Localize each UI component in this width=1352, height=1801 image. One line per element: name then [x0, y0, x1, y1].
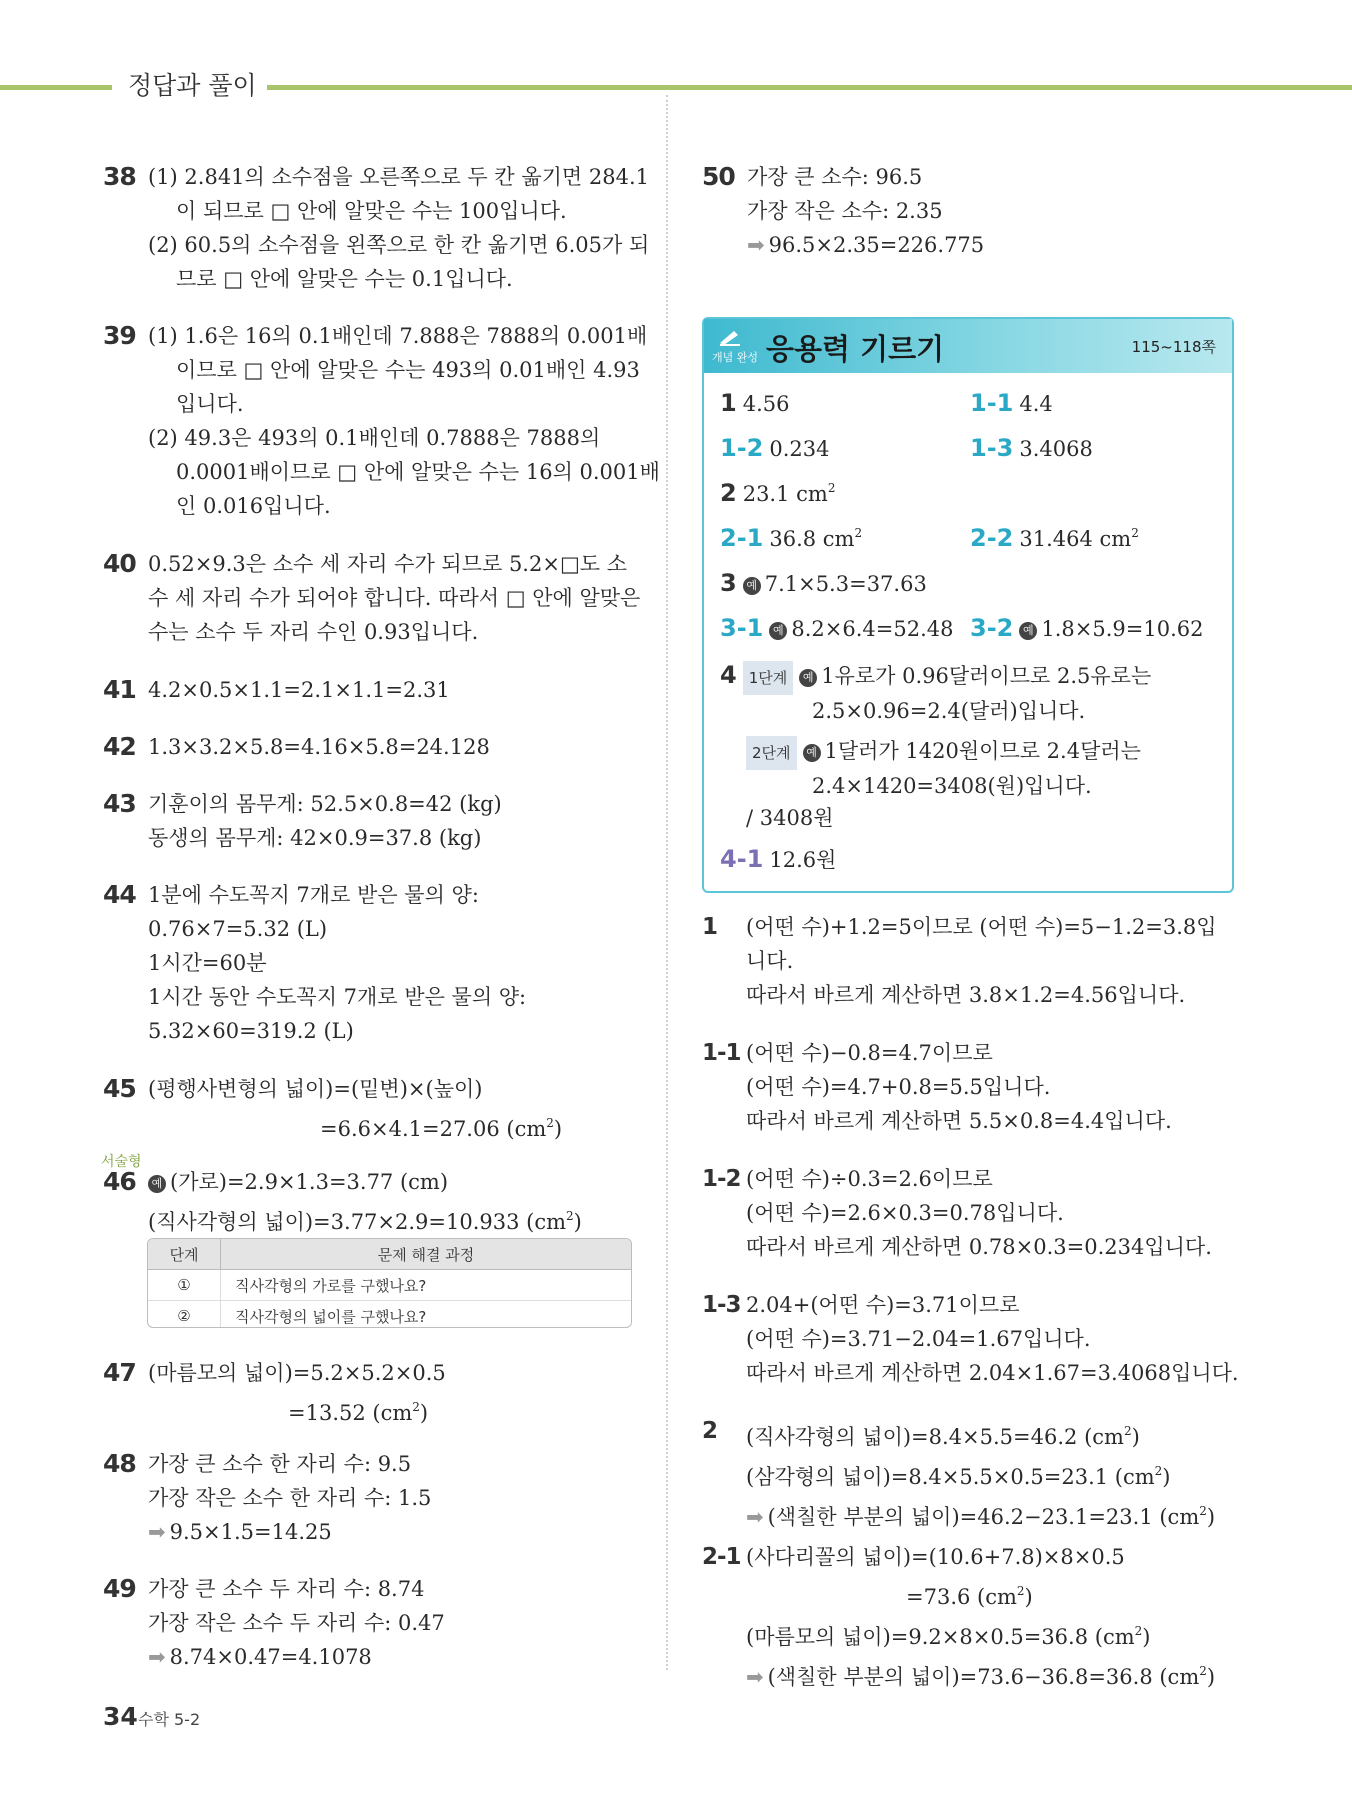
line: 수 세 자리 수가 되어야 합니다. 따라서 □ 안에 알맞은	[148, 586, 641, 610]
line: ➡ (색칠한 부분의 넓이)=46.2−23.1=23.1 $(cm^2)$	[746, 1504, 1216, 1529]
line: 따라서 바르게 계산하면 5.5×0.8=4.4입니다.	[746, 1109, 1172, 1133]
line: 인 0.016입니다.	[176, 494, 331, 518]
pencil-icon	[718, 327, 744, 347]
line: 가장 큰 소수 한 자리 수: 9.5	[148, 1452, 412, 1476]
line: (어떤 수)÷0.3=2.6이므로	[746, 1167, 993, 1191]
line: 니다.	[746, 949, 794, 973]
rubric-header-step: 단계	[148, 1239, 221, 1270]
line: 가장 큰 소수 두 자리 수: 8.74	[148, 1577, 425, 1601]
line: 0.0001배이므로 □ 안에 알맞은 수는 16의 0.001배	[176, 460, 660, 484]
line: (평행사변형의 넓이)=(밑변)×(높이)	[148, 1077, 483, 1101]
line: (직사각형의 넓이)=8.4×5.5=46.2 $(cm^2)$	[746, 1424, 1140, 1449]
arrow-icon: ➡	[746, 1665, 764, 1689]
grading-rubric	[147, 1238, 632, 1328]
answer-1-1: 1-1 4.4	[970, 389, 1053, 417]
line: 1시간 동안 수도꼭지 7개로 받은 물의 양:	[148, 985, 527, 1009]
line: 예 (가로)=2.9×1.3=3.77 (cm)	[148, 1165, 582, 1199]
line: 므로 □ 안에 알맞은 수는 0.1입니다.	[176, 267, 513, 291]
line: (마름모의 넓이)=9.2×8×0.5=36.8 $(cm^2)$	[746, 1624, 1151, 1649]
line: 가장 큰 소수: 96.5	[747, 165, 923, 189]
step-label: 1단계	[743, 661, 794, 695]
problem-number: 47	[103, 1358, 136, 1387]
line: (어떤 수)=4.7+0.8=5.5입니다.	[746, 1075, 1051, 1099]
answer-3-2: 3-2 예 1.8×5.9=10.62	[970, 614, 1204, 642]
line: 2.04+(어떤 수)=3.71이므로	[746, 1293, 1020, 1317]
line: 입니다.	[176, 392, 244, 416]
line: 0.76×7=5.32 (L)	[148, 917, 328, 941]
line: 가장 작은 소수 한 자리 수: 1.5	[148, 1486, 432, 1510]
line: 1시간=60분	[148, 951, 267, 975]
line: (삼각형의 넓이)=8.4×5.5×0.5=23.1 $(cm^2)$	[746, 1464, 1171, 1489]
line: (2) 49.3은 493의 0.1배인데 0.7888은 7888의	[148, 426, 601, 450]
arrow-icon: ➡	[148, 1645, 166, 1669]
answer-2: 2 23.1 $cm^2$	[720, 479, 836, 507]
line: (어떤 수)−0.8=4.7이므로	[746, 1041, 993, 1065]
problem-number: 50	[702, 162, 735, 191]
answer-1-2: 1-2 0.234	[720, 434, 830, 462]
line: =73.6 $(cm^2)$	[906, 1584, 1033, 1609]
problem-number: 41	[103, 675, 136, 704]
line: 이므로 □ 안에 알맞은 수는 493의 0.01배인 4.93	[176, 358, 640, 382]
line: 가장 작은 소수 두 자리 수: 0.47	[148, 1611, 445, 1635]
essay-tag: 서술형	[101, 1154, 142, 1170]
example-mark: 예	[148, 1175, 166, 1193]
answer-2-2: 2-2 31.464 $cm^2$	[970, 524, 1139, 552]
problem-number: 38	[103, 162, 136, 191]
solution-number: 1	[702, 914, 718, 940]
solution-number: 1-2	[702, 1166, 741, 1192]
column-divider	[666, 95, 668, 1670]
subject-label: 수학 5-2	[138, 1710, 201, 1729]
line: (2) 60.5의 소수점을 왼쪽으로 한 칸 옮기면 6.05가 되	[148, 233, 650, 257]
solution-number: 2-1	[702, 1544, 741, 1570]
line: 가장 작은 소수: 2.35	[747, 199, 943, 223]
problem-number: 46	[103, 1167, 136, 1196]
header-rule-right	[245, 85, 1352, 90]
line: 따라서 바르게 계산하면 3.8×1.2=4.56입니다.	[746, 983, 1186, 1007]
problem-number: 45	[103, 1074, 136, 1103]
line: (사다리꼴의 넓이)=(10.6+7.8)×8×0.5	[746, 1545, 1125, 1569]
line: 4.2×0.5×1.1=2.1×1.1=2.31	[148, 678, 450, 702]
step-label: 2단계	[746, 736, 797, 770]
solution-number: 2	[702, 1418, 718, 1444]
problem-number: 48	[103, 1449, 136, 1478]
box-pages: 115~118쪽	[1131, 338, 1216, 356]
line: 수는 소수 두 자리 수인 0.93입니다.	[148, 620, 479, 644]
box-badge: 개념 완성	[712, 351, 759, 364]
rubric-cell: ①	[148, 1270, 221, 1301]
arrow-icon: ➡	[747, 233, 765, 257]
line: ➡ 96.5×2.35=226.775	[747, 233, 985, 257]
line: 1분에 수도꼭지 7개로 받은 물의 양:	[148, 883, 479, 907]
applied-skills-box	[702, 317, 1234, 893]
problem-number: 49	[103, 1574, 136, 1603]
line: ➡ 8.74×0.47=4.1078	[148, 1645, 372, 1669]
rubric-cell: ②	[148, 1301, 221, 1329]
rubric-cell: 직사각형의 넓이를 구했나요?	[221, 1301, 632, 1329]
problem-number: 42	[103, 732, 136, 761]
answer-2-1: 2-1 36.8 $cm^2$	[720, 524, 863, 552]
answer-3-1: 3-1 예 8.2×6.4=52.48	[720, 614, 954, 642]
answer-3: 3 예 7.1×5.3=37.63	[720, 569, 927, 597]
box-header	[704, 319, 1232, 373]
table-row	[148, 1270, 631, 1301]
solution-number: 1-1	[702, 1040, 741, 1066]
problem-number: 43	[103, 789, 136, 818]
answer-4: 4 1단계 예 1유로가 0.96달러이므로 2.5유로는 2.5×0.96=2.4(달러)입니다. 2단계 예 1달러가 1420원이므로 2.4달러는 2.4×1420=3408(원)입니다. / 3408원	[720, 661, 1152, 830]
line: 이 되므로 □ 안에 알맞은 수는 100입니다.	[176, 199, 567, 223]
answer-1: 1 4.56	[720, 389, 790, 417]
table-row	[148, 1301, 631, 1329]
line: ➡ (색칠한 부분의 넓이)=73.6−36.8=36.8 $(cm^2)$	[746, 1664, 1216, 1689]
answer-4-1: 4-1 12.6원	[720, 845, 837, 873]
line: =13.52 $(cm^2)$	[288, 1400, 429, 1425]
line: (어떤 수)=3.71−2.04=1.67입니다.	[746, 1327, 1091, 1351]
line: 동생의 몸무게: 42×0.9=37.8 (kg)	[148, 826, 482, 850]
problem-number: 44	[103, 880, 136, 909]
page-number: 34	[103, 1702, 138, 1731]
line: (직사각형의 넓이)=3.77×2.9=10.933 $(cm^2)$	[148, 1209, 582, 1234]
solution-number: 1-3	[702, 1292, 741, 1318]
rubric-header-process: 문제 해결 과정	[221, 1239, 632, 1270]
line: =6.6×4.1=27.06 $(cm^2)$	[320, 1116, 563, 1141]
line: (어떤 수)=2.6×0.3=0.78입니다.	[746, 1201, 1064, 1225]
line: 1.3×3.2×5.8=4.16×5.8=24.128	[148, 735, 490, 759]
line: 기훈이의 몸무게: 52.5×0.8=42 (kg)	[148, 792, 502, 816]
line: (1) 1.6은 16의 0.1배인데 7.888은 7888의 0.001배	[148, 324, 648, 348]
line: 5.32×60=319.2 (L)	[148, 1019, 354, 1043]
arrow-icon: ➡	[148, 1520, 166, 1544]
problem-number: 40	[103, 549, 136, 578]
page-header-title: 정답과 풀이	[118, 66, 267, 102]
line: ➡ 9.5×1.5=14.25	[148, 1520, 332, 1544]
line: (마름모의 넓이)=5.2×5.2×0.5	[148, 1361, 446, 1385]
box-title: 응용력 기르기	[766, 332, 945, 366]
rubric-cell: 직사각형의 가로를 구했나요?	[221, 1270, 632, 1301]
line: 따라서 바르게 계산하면 0.78×0.3=0.234입니다.	[746, 1235, 1212, 1259]
problem-number: 39	[103, 321, 136, 350]
line: 0.52×9.3은 소수 세 자리 수가 되므로 5.2×□도 소	[148, 552, 628, 576]
answer-1-3: 1-3 3.4068	[970, 434, 1093, 462]
arrow-icon: ➡	[746, 1505, 764, 1529]
line: 따라서 바르게 계산하면 2.04×1.67=3.4068입니다.	[746, 1361, 1239, 1385]
header-rule-left	[0, 85, 112, 90]
line: (어떤 수)+1.2=5이므로 (어떤 수)=5−1.2=3.8입	[746, 915, 1217, 939]
line: (1) 2.841의 소수점을 오른쪽으로 두 칸 옮기면 284.1	[148, 165, 649, 189]
